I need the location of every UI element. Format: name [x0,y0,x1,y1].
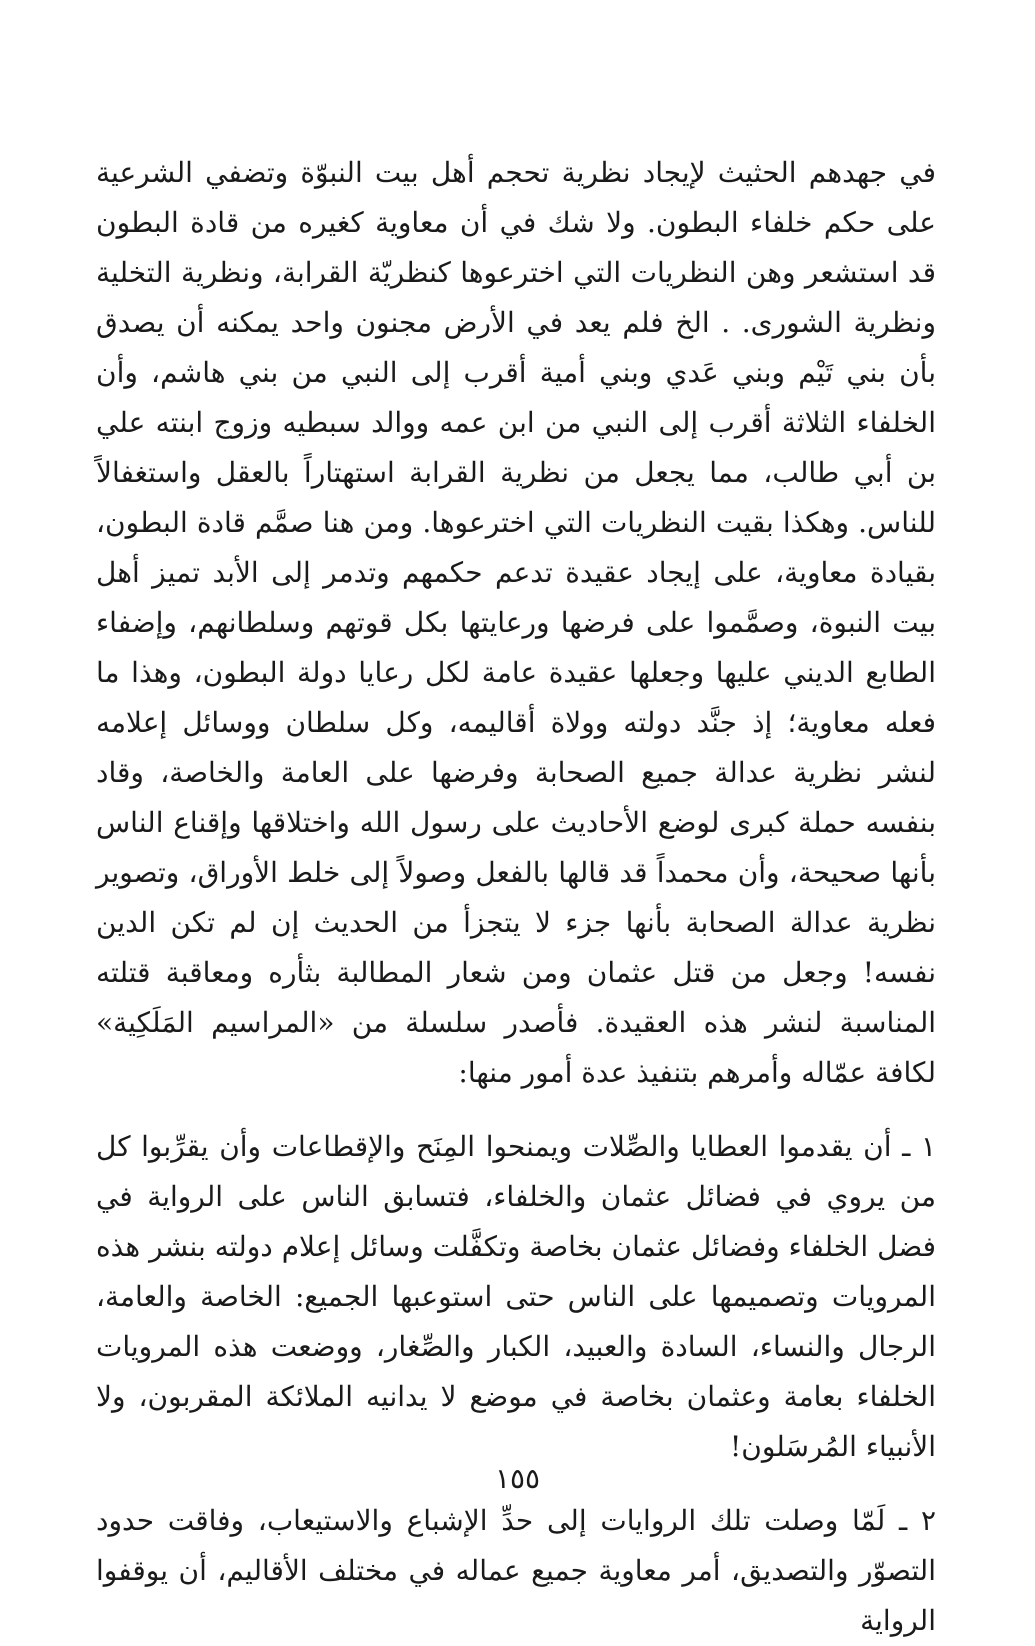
paragraph-item-1: ١ ـ أن يقدموا العطايا والصِّلات ويمنحوا المِنَح والإقطاعات وأن يقرِّبوا كل من يروي في فضائل عثمان والخلفاء، فتسابق الناس على الرواية في فضل الخلفاء وفضائل عثمان بخاصة وتكفَّلت وسائل إعلام دولته بنشر هذه المرويات وتصميمها على الناس حتى استوعبها الجميع: الخاصة والعامة، الرجال والنساء، السادة والعبيد، الكبار والصِّغار، ووضعت هذه المرويات الخلفاء بعامة وعثمان بخاصة في موضع لا يدانيه الملائكة المقربون، ولا الأنبياء المُرسَلون! [96,1130,936,1463]
page-body [96,148,936,1646]
paragraph-intro: في جهدهم الحثيث لإيجاد نظرية تحجم أهل بيت النبوّة وتضفي الشرعية على حكم خلفاء البطون. ولا شك في أن معاوية كغيره من قادة البطون قد استشعر وهن النظريات التي اخترعوها كنظريّة القرابة، ونظرية التخلية ونظرية الشورى. . الخ فلم يعد في الأرض مجنون واحد يمكنه أن يصدق بأن بني تَيْم وبني عَدي وبني أمية أقرب إلى النبي من بني هاشم، وأن الخلفاء الثلاثة أقرب إلى النبي من ابن عمه ووالد سبطيه وزوج ابنته علي بن أبي طالب، مما يجعل من نظرية القرابة استهتاراً بالعقل واستغفالاً للناس. وهكذا بقيت النظريات التي اخترعوها. ومن هنا صمَّم قادة البطون، بقيادة معاوية، على إيجاد عقيدة تدعم حكمهم وتدمر إلى الأبد تميز أهل بيت النبوة، وصمَّموا على فرضها ورعايتها بكل قوتهم وسلطانهم، وإضفاء الطابع الديني عليها وجعلها عقيدة عامة لكل رعايا دولة البطون، وهذا ما فعله معاوية؛ إذ جنَّد دولته وولاة أقاليمه، وكل سلطان ووسائل إعلامه لنشر نظرية عدالة جميع الصحابة وفرضها على العامة والخاصة، وقاد بنفسه حملة كبرى لوضع الأحاديث على رسول الله واختلاقها وإقناع الناس بأنها صحيحة، وأن محمداً قد قالها بالفعل وصولاً إلى خلط الأوراق، وتصوير نظرية عدالة الصحابة بأنها جزء لا يتجزأ من الحديث إن لم تكن الدين نفسه! وجعل من قتل عثمان ومن شعار المطالبة بثأره ومعاقبة قتلته المناسبة لنشر هذه العقيدة. فأصدر سلسلة من «المراسيم المَلَكِية» لكافة عمّاله وأمرهم بتنفيذ عدة أمور منها: [96,156,936,1089]
paragraph-item-2: ٢ ـ لَمّا وصلت تلك الروايات إلى حدِّ الإشباع والاستيعاب، وفاقت حدود التصوّر والتصديق، أمر معاوية جميع عماله في مختلف الأقاليم، أن يوقفوا الرواية [96,1504,937,1637]
page-number: ١٥٥ [494,1462,541,1495]
